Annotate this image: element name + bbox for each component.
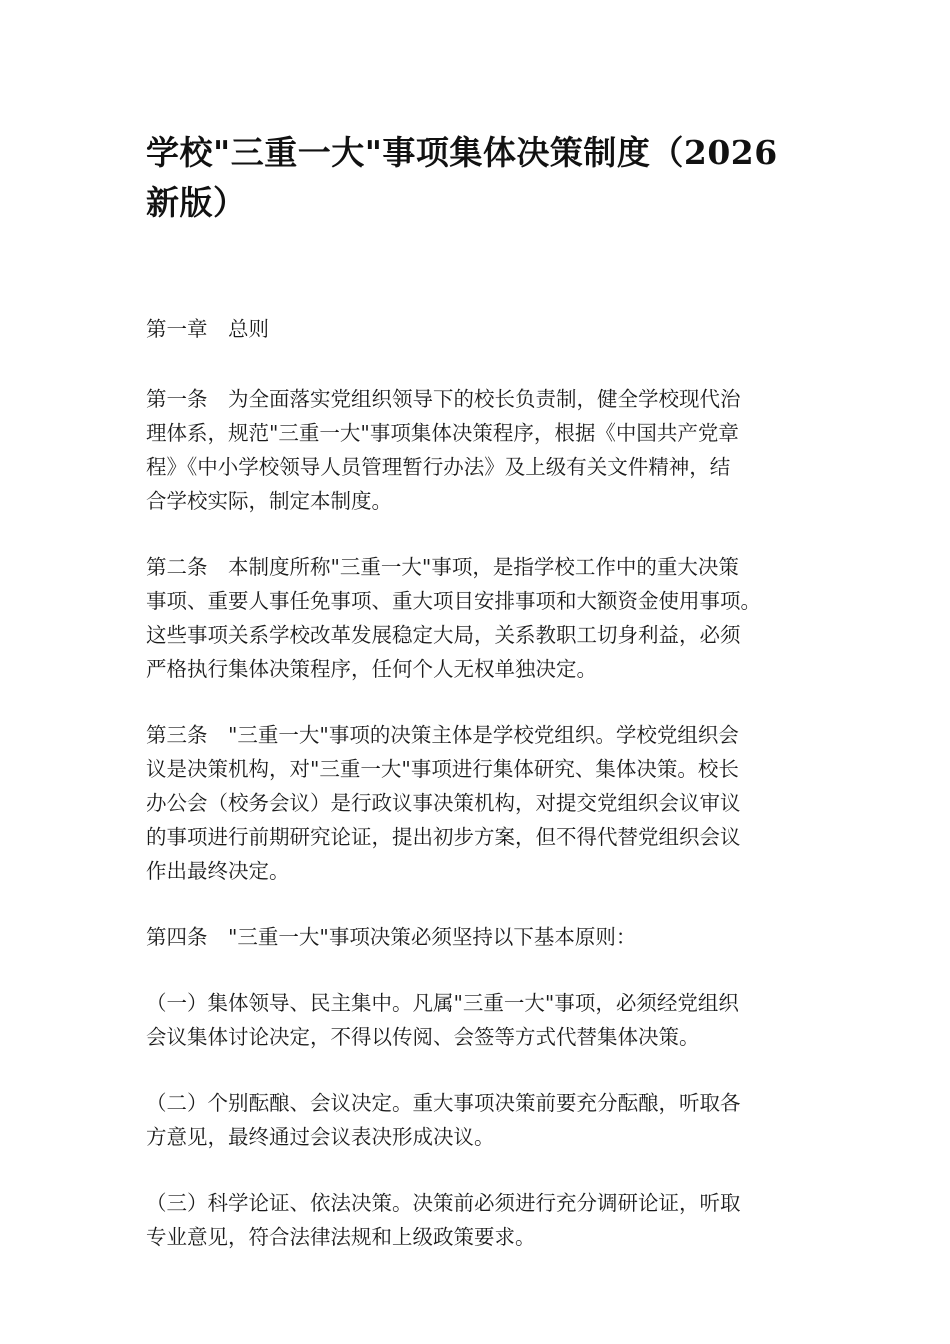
document-title (146, 128, 806, 228)
principle-1-paragraph (146, 986, 806, 1054)
paragraph-line: 第三条 "三重一大"事项的决策主体是学校党组织。学校党组织会 (146, 723, 739, 747)
article-1-paragraph (146, 382, 806, 518)
document-title-line: 新版） (146, 183, 247, 222)
paragraph-line: 理体系，规范"三重一大"事项集体决策程序，根据《中国共产党章 (146, 421, 739, 445)
paragraph-line: 第一条 为全面落实党组织领导下的校长负责制，健全学校现代治 (146, 387, 741, 411)
paragraph-line: 专业意见，符合法律法规和上级政策要求。 (146, 1225, 536, 1249)
principle-2-paragraph (146, 1086, 806, 1154)
paragraph-line: 办公会（校务会议）是行政议事决策机构，对提交党组织会议审议 (146, 791, 741, 815)
article-2-paragraph (146, 550, 806, 686)
paragraph-line: 事项、重要人事任免事项、重大项目安排事项和大额资金使用事项。 (146, 589, 761, 613)
paragraph-line: （二）个别酝酿、会议决定。重大事项决策前要充分酝酿，听取各 (146, 1091, 741, 1115)
paragraph-line: （一）集体领导、民主集中。凡属"三重一大"事项，必须经党组织 (146, 991, 739, 1015)
paragraph-line: 作出最终决定。 (146, 859, 290, 883)
chapter-heading (146, 312, 806, 346)
paragraph-line: 严格执行集体决策程序，任何个人无权单独决定。 (146, 657, 597, 681)
paragraph-line: 这些事项关系学校改革发展稳定大局，关系教职工切身利益，必须 (146, 623, 741, 647)
article-4-paragraph (146, 920, 806, 954)
principle-3-paragraph (146, 1186, 806, 1254)
article-3-paragraph (146, 718, 806, 888)
chapter-heading-text: 第一章 总则 (146, 317, 269, 341)
paragraph-line: 会议集体讨论决定，不得以传阅、会签等方式代替集体决策。 (146, 1025, 700, 1049)
document-body (146, 312, 806, 1254)
paragraph-line: 程》《中小学校领导人员管理暂行办法》及上级有关文件精神，结 (146, 455, 731, 479)
paragraph-line: （三）科学论证、依法决策。决策前必须进行充分调研论证，听取 (146, 1191, 741, 1215)
document-title-line: 学校"三重一大"事项集体决策制度（2026 (146, 133, 778, 172)
paragraph-line: 第四条 "三重一大"事项决策必须坚持以下基本原则： (146, 925, 637, 949)
paragraph-line: 合学校实际，制定本制度。 (146, 489, 392, 513)
paragraph-line: 第二条 本制度所称"三重一大"事项，是指学校工作中的重大决策 (146, 555, 739, 579)
paragraph-line: 的事项进行前期研究论证，提出初步方案，但不得代替党组织会议 (146, 825, 741, 849)
document-content (146, 128, 806, 1286)
paragraph-line: 议是决策机构，对"三重一大"事项进行集体研究、集体决策。校长 (146, 757, 739, 781)
paragraph-line: 方意见，最终通过会议表决形成决议。 (146, 1125, 495, 1149)
